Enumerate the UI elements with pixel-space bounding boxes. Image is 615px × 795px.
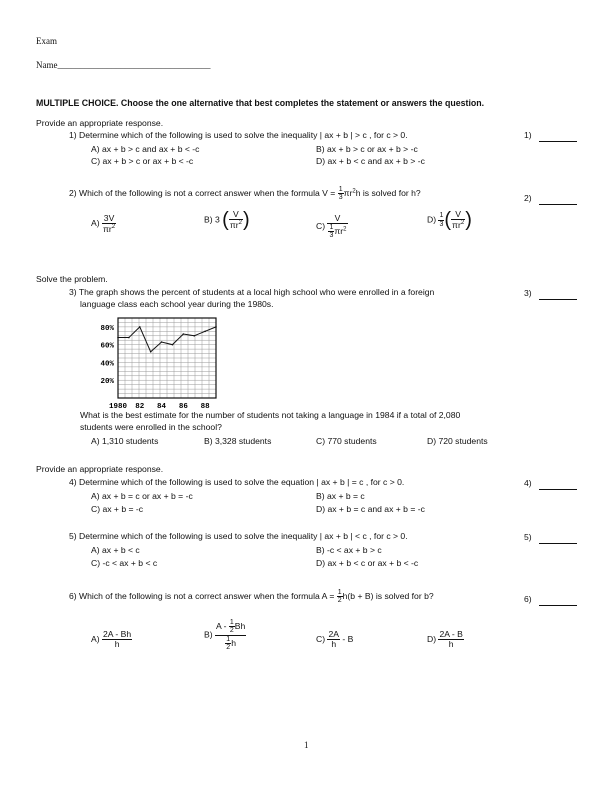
q3-stem-line1: 3) The graph shows the percent of students at a local high school who were enrolled in a foreign — [69, 287, 435, 297]
q4-option-d[interactable]: D) ax + b = c and ax + b = -c — [316, 504, 425, 514]
q5-number: 5) — [524, 532, 532, 542]
y-tick-label: 40% — [100, 360, 114, 369]
instructions-title: MULTIPLE CHOICE. — [36, 98, 119, 108]
q5-answer-blank[interactable] — [539, 543, 577, 544]
q6-answer-blank[interactable] — [539, 605, 577, 606]
q3-question-line1: What is the best estimate for the number of students not taking a language in 1984 if a total of 2,080 — [80, 410, 461, 420]
exam-label: Exam — [36, 36, 57, 46]
q6-option-d[interactable]: D) $\frac{2A - B}{h}$ — [427, 629, 463, 650]
q1-number: 1) — [524, 130, 532, 140]
q3-stem-line2: language class each school year during the 1980s. — [80, 299, 274, 309]
q3-question-line2: students were enrolled in the school? — [80, 422, 222, 432]
q2-stem-end: h is solved for h? — [355, 188, 421, 199]
x-tick-label: 82 — [135, 403, 145, 410]
q3-line-chart — [78, 314, 220, 410]
data-point — [139, 326, 141, 328]
q3-option-d[interactable]: D) 720 students — [427, 436, 488, 446]
q2-option-c[interactable]: C) V $\frac{1}{3}$ $\pi r^2$ — [316, 213, 347, 240]
q1-option-b[interactable]: B) ax + b > c or ax + b > -c — [316, 144, 418, 154]
q5-option-c[interactable]: C) -c < ax + b < c — [91, 558, 158, 568]
data-point — [128, 337, 130, 339]
q4-option-a[interactable]: A) ax + b = c or ax + b = -c — [91, 491, 193, 501]
q6-stem: 6) Which of the following is not a correct answer when the formula A = $\frac{1}{2}$ h(b + B) is solved for b? — [69, 589, 434, 605]
instructions-text: Choose the one alternative that best completes the statement or answers the question. — [120, 98, 485, 108]
q2-answer-blank[interactable] — [539, 204, 577, 205]
data-point — [150, 351, 152, 353]
data-point — [204, 331, 206, 333]
data-point — [117, 337, 119, 339]
name-field-label: Name__________________________________ — [36, 60, 211, 70]
q6-option-c[interactable]: C) $\frac{2A}{h}$ - B — [316, 629, 354, 650]
instructions — [36, 98, 484, 108]
q6-option-a[interactable]: A) $\frac{2A - Bh}{h}$ — [91, 629, 132, 650]
x-tick-label: 84 — [157, 403, 167, 410]
section-heading-solve: Solve the problem. — [36, 274, 108, 284]
data-point — [183, 333, 185, 335]
y-tick-label: 60% — [100, 342, 114, 351]
x-tick-label: 86 — [178, 403, 188, 410]
q4-option-c[interactable]: C) ax + b = -c — [91, 504, 144, 514]
q2-stem-text: 2) Which of the following is not a correct answer when the formula V = — [69, 188, 336, 199]
y-tick-label: 20% — [100, 378, 114, 387]
q6-one-half: $\frac{1}{2}$ — [337, 589, 342, 605]
q3-option-b[interactable]: B) 3,328 students — [204, 436, 272, 446]
q4-number: 4) — [524, 478, 532, 488]
data-point — [172, 344, 174, 346]
data-point — [215, 326, 217, 328]
section-heading: Provide an appropriate response. — [36, 118, 164, 128]
q5-option-a[interactable]: A) ax + b < c — [91, 545, 140, 555]
q4-option-b[interactable]: B) ax + b = c — [316, 491, 365, 501]
q2-option-d[interactable]: D) $\frac{1}{3}$ ( $\frac{V}{\pi r^2}$ ) — [427, 209, 472, 231]
q1-option-d[interactable]: D) ax + b < c and ax + b > -c — [316, 156, 425, 166]
q5-option-b[interactable]: B) -c < ax + b > c — [316, 545, 382, 555]
q6-option-b[interactable]: B) A - $\frac{1}{2}$ Bh $\frac{1}{2}$ h — [204, 619, 246, 652]
q2-option-b[interactable]: B) 3 ( $\frac{V}{\pi r^2}$ ) — [204, 209, 250, 231]
page-number: 1 — [304, 740, 309, 750]
q4-answer-blank[interactable] — [539, 489, 577, 490]
q2-option-a[interactable]: A) $\frac{3V}{\pi r^2}$ — [91, 213, 116, 234]
q3-answer-blank[interactable] — [539, 299, 577, 300]
data-point — [193, 335, 195, 337]
y-tick-label: 80% — [100, 324, 114, 333]
q1-answer-blank[interactable] — [539, 141, 577, 142]
x-tick-label: 1980 — [108, 403, 128, 410]
q6-number: 6) — [524, 594, 532, 604]
section-heading-2: Provide an appropriate response. — [36, 464, 164, 474]
q1-option-a[interactable]: A) ax + b > c and ax + b < -c — [91, 144, 200, 154]
q3-option-a[interactable]: A) 1,310 students — [91, 436, 159, 446]
q3-option-c[interactable]: C) 770 students — [316, 436, 377, 446]
q2-pi-r: πr — [343, 188, 353, 199]
data-point — [161, 341, 163, 343]
q4-stem: 4) Determine which of the following is used to solve the equation | ax + b | = c , for c > 0. — [69, 477, 405, 487]
q1-stem: 1) Determine which of the following is used to solve the inequality | ax + b | > c , for c > 0. — [69, 130, 408, 140]
x-tick-label: 88 — [200, 403, 210, 410]
q5-stem: 5) Determine which of the following is used to solve the inequality | ax + b | < c , for c > 0. — [69, 531, 408, 541]
q3-number: 3) — [524, 288, 532, 298]
q2-one-third: $\frac{1}{3}$ — [338, 186, 343, 202]
q2-stem: 2) Which of the following is not a correct answer when the formula V = $\frac{1}{3}$ $\pi r^2h$ is solved for h? — [69, 186, 421, 202]
q1-option-c[interactable]: C) ax + b > c or ax + b < -c — [91, 156, 194, 166]
q2-number: 2) — [524, 193, 532, 203]
q5-option-d[interactable]: D) ax + b < c or ax + b < -c — [316, 558, 419, 568]
